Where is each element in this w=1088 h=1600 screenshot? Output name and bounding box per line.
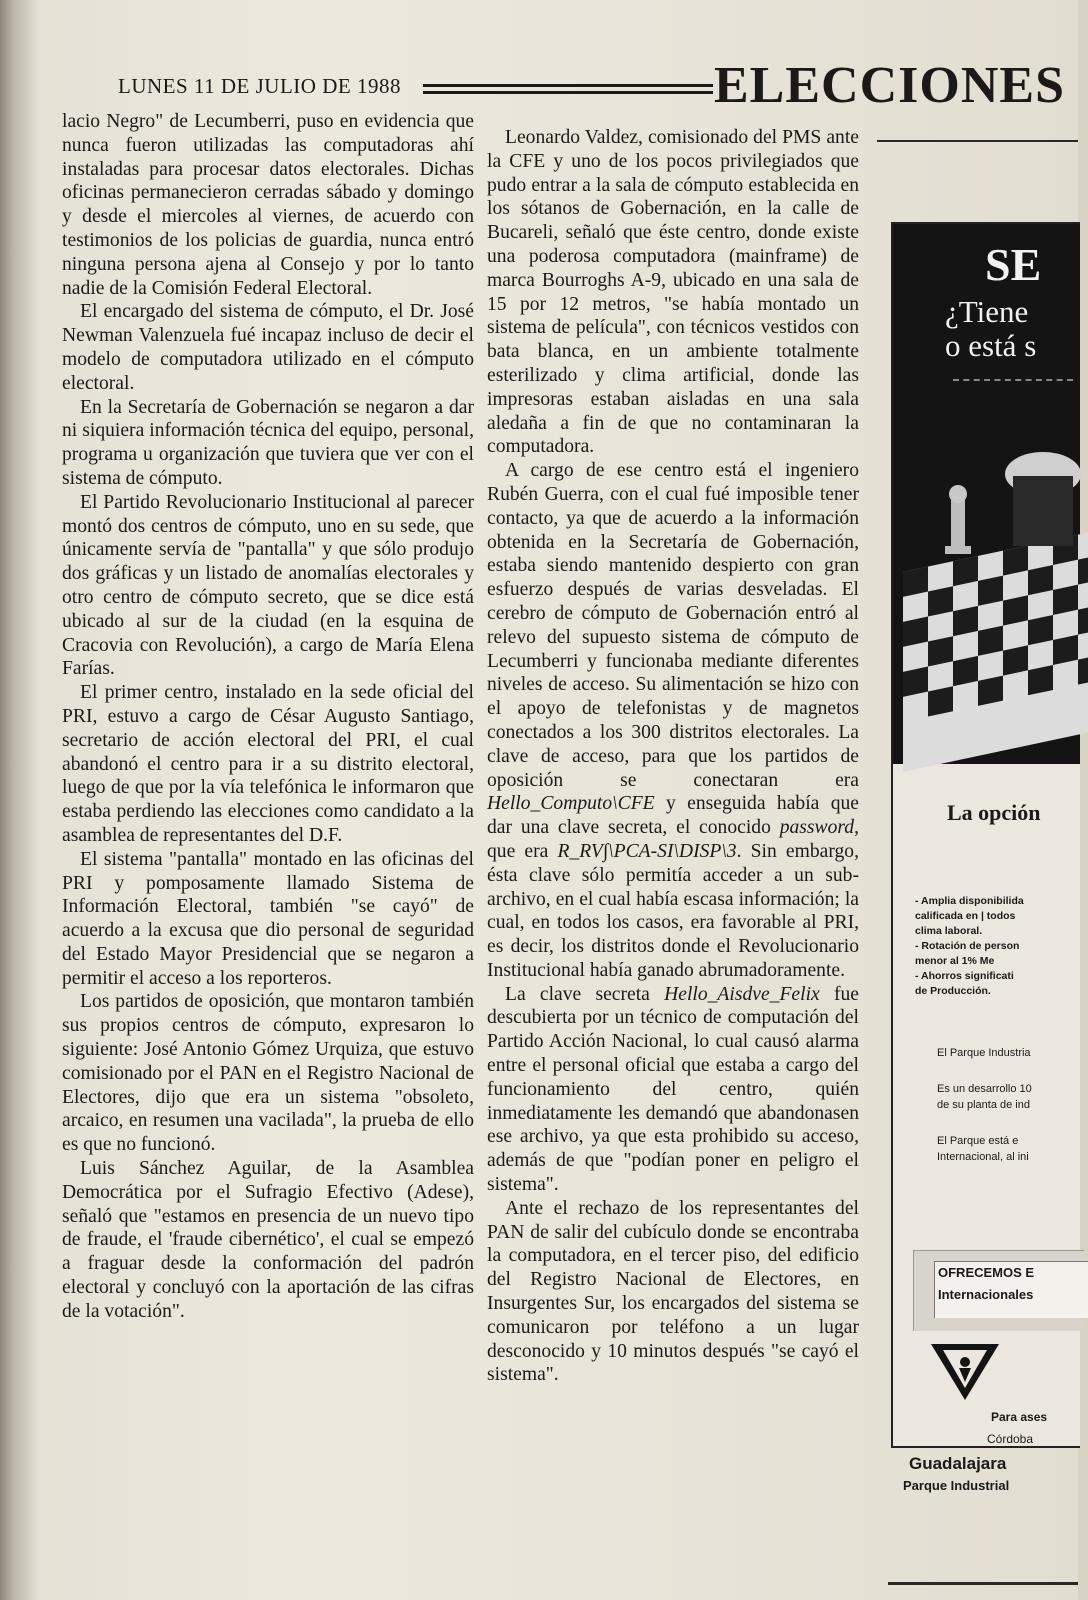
paragraph: Luis Sánchez Aguilar, de la Asamblea Democrática por el Sufragio Efectivo (Adese), señaló que "estamos en presencia de un nuevo tipo de fraude, el 'fraude cibernético', el cual se empezó a fraguar desde la conformación del padrón electoral y concluyó con la aportación de las cifras de la votación". xyxy=(62,1158,474,1322)
ad-benefit-line: de Producción. xyxy=(915,985,991,997)
ad-headline: SE xyxy=(985,239,1042,290)
ad-brand: Parque Industrial xyxy=(903,1478,1010,1493)
article-column-2 xyxy=(487,126,859,1538)
ad-city: Guadalajara xyxy=(909,1454,1007,1473)
paragraph: El encargado del sistema de cómputo, el Dr. José Newman Valenzuela fué incapaz incluso de decir el modelo de computadora utilizado en el cómputo electoral. xyxy=(62,301,474,394)
paragraph xyxy=(487,459,859,983)
paragraph: Los partidos de oposición, que montaron también sus propios centros de cómputo, expresaron lo siguiente: José Antonio Gómez Urquiza, que estuvo comisionado por el PAN en el Registro Nacional de Electores, dijo que era un sistema "obsoleto, arcaico, en resumen una vacilada", la prueba de ello es que no funcionó. xyxy=(62,991,474,1156)
ad-option-title: La opción xyxy=(947,800,1041,825)
ad-top-rule xyxy=(877,140,1078,142)
ad-text-3a: El Parque está e xyxy=(937,1135,1019,1147)
text-run: , que era xyxy=(487,817,860,862)
text-run: y enseguida había que dar una clave secreta, el conocido xyxy=(487,793,859,839)
paragraph: El Partido Revolucionario Institucional al parecer montó dos centros de cómputo, uno en su sede, que únicamente servía de "pantalla" y que sólo produjo dos gráficas y un listado de anomalías electorales y otro centro de cómputo secreto, que se dice está ubicado al sur de la ciudad (en la esquina de Cracovia con Revolución), a cargo de María Elena Farías. xyxy=(62,491,474,680)
ad-text-3b: Internacional, al ini xyxy=(937,1151,1029,1163)
ad-benefit-line: clima laboral. xyxy=(915,925,983,937)
ad-offer-box xyxy=(913,1250,1084,1331)
ad-address: Córdoba xyxy=(987,1432,1034,1446)
bottom-rule xyxy=(888,1582,1078,1585)
header-rules xyxy=(423,84,713,98)
text-run: A cargo de ese centro está el ingeniero Rubén Guerra, con el cual fué imposible tener contacto, ya que de acuerdo a la información obtenida en la Secretaría de Gobernación, estaba siendo mantenido despierto con gran esfuerzo después de varias desveladas. El cerebro de cómputo de Gobernación entró al relevo del supuesto sistema de cómputo de Lecumberri y funcionaba mediante diferentes niveles de acceso. Su alimentación se hizo con el apoyo de telefonistas y de magnetos conectados a los 300 distritos electorales. La clave de acceso, para que los partidos de oposición se conectaran era xyxy=(487,460,859,791)
ad-offer-text xyxy=(934,1261,1088,1318)
text-run: La clave secreta xyxy=(505,983,650,1005)
advertisement xyxy=(891,222,1080,1493)
parque-industrial-logo-icon xyxy=(929,1340,1001,1402)
paragraph: El sistema "pantalla" montado en las oficinas del PRI y pomposamente llamado Sistema de Información Electoral, también "se cayó" de acuerdo a la excusa que dio personal de seguridad del Estado Mayor Presidencial que se negaron a permitir el acceso a los reporteros. xyxy=(62,848,474,989)
secret-key: R_RV∫\PCA-SI\DISP\3 xyxy=(557,840,737,862)
paragraph: El primer centro, instalado en la sede oficial del PRI, estuvo a cargo de César Augusto Santiago, secretario de acción electoral del PRI, el cual abandonó el centro para ir a su distrito electoral, luego de que por la vía telefónica le informaron que estaba perdiendo las elecciones como candidato a la asamblea de representantes del D.F. xyxy=(62,682,474,846)
ad-text-2b: de su planta de ind xyxy=(937,1099,1030,1111)
issue-date: LUNES 11 DE JULIO DE 1988 xyxy=(118,74,401,98)
ad-text-2a: Es un desarrollo 10 xyxy=(937,1083,1032,1095)
ad-offer-line-1: OFRECEMOS E xyxy=(938,1265,1035,1280)
paragraph: Leonardo Valdez, comisionado del PMS ante la CFE y uno de los pocos privilegiados que pudo entrar a la sala de cómputo establecida en los sótanos de Gobernación, en la calle de Bucareli, señaló que éste centro, donde existe una poderosa computadora (mainframe) de marca Bourroghs A-9, ubicado en una sala de 15 por 12 metros, "se había montado un sistema de película", con técnicos vestidos con bata blanca, en un ambiente totalmente esterilizado y clima artificial, donde las impresoras estaban aisladas en una sala aledaña a fin de que no contaminaran la computadora. xyxy=(487,127,859,458)
ad-benefit-line: - Rotación de person xyxy=(915,940,1020,952)
ad-benefit-line: calificada en | todos xyxy=(915,910,1016,922)
ad-benefit-line: - Amplia disponibilida xyxy=(915,895,1024,907)
article-column-1 xyxy=(62,110,474,1570)
ad-benefit-line: - Ahorros significati xyxy=(915,970,1014,982)
ad-contact-label: Para ases xyxy=(991,1410,1048,1424)
paragraph: En la Secretaría de Gobernación se negaron a dar ni siquiera información técnica del equipo, personal, programa u organización que tuviera que ver con el sistema de cómputo. xyxy=(62,396,474,489)
page-header xyxy=(118,57,1078,114)
text-run: fue descubierta por un técnico de computación del Partido Acción Nacional, lo cual causó alarma entre el personal oficial que estaba a cargo del funcionamiento del centro, quién inmediatamente les demandó que abandonasen ese archivo, ya que esta prohibido su acceso, además de que "podían poner en peligro el sistema". xyxy=(487,983,859,1196)
password-term: password xyxy=(779,817,855,839)
ad-question-line-2: o está s xyxy=(945,328,1037,363)
ad-offer-line-2: Internacionales xyxy=(938,1287,1034,1302)
ad-benefit-line: menor al 1% Me xyxy=(915,955,995,967)
paragraph: Ante el rechazo de los representantes del PAN de salir del cubículo donde se encontraba la computadora, en el tercer piso, del edificio del Registro Nacional de Electores, en Insurgentes Sur, los encargados del sistema se comunicaron por teléfono a un lugar desconocido y 10 minutos después "se cayó el sistema". xyxy=(487,1197,859,1386)
ad-text-1: El Parque Industria xyxy=(937,1047,1031,1059)
ad-benefits-list xyxy=(915,894,1085,999)
paragraph: lacio Negro" de Lecumberri, puso en evidencia que nunca fueron utilizadas las computadoras ahí instaladas para procesar datos electorales. Dichas oficinas permanecieron cerradas sábado y domingo y desde el miercoles al viernes, de acuerdo con testimonios de los policias de guardia, nunca entró ninguna persona ajena al Consejo y por lo tanto nadie de la Comisión Federal Electoral. xyxy=(62,111,474,299)
chess-board-image xyxy=(893,224,1080,764)
secret-key-2: Hello_Aisdve_Felix xyxy=(664,983,820,1005)
paragraph xyxy=(487,983,859,1197)
ad-question-line-1: ¿Tiene xyxy=(945,294,1029,329)
ad-dark-panel xyxy=(893,224,1080,764)
text-run: . Sin embargo, ésta clave sólo permitía acceder a un sub-archivo, en el cual había escasa información; la cual, en todos los casos, era favorable al PRI, es decir, los distritos donde el Revolucionario Institucional había ganado abrumadoramente. xyxy=(487,840,859,981)
section-title: ELECCIONES xyxy=(714,57,1065,114)
access-key: Hello_Computo\CFE xyxy=(487,793,655,815)
